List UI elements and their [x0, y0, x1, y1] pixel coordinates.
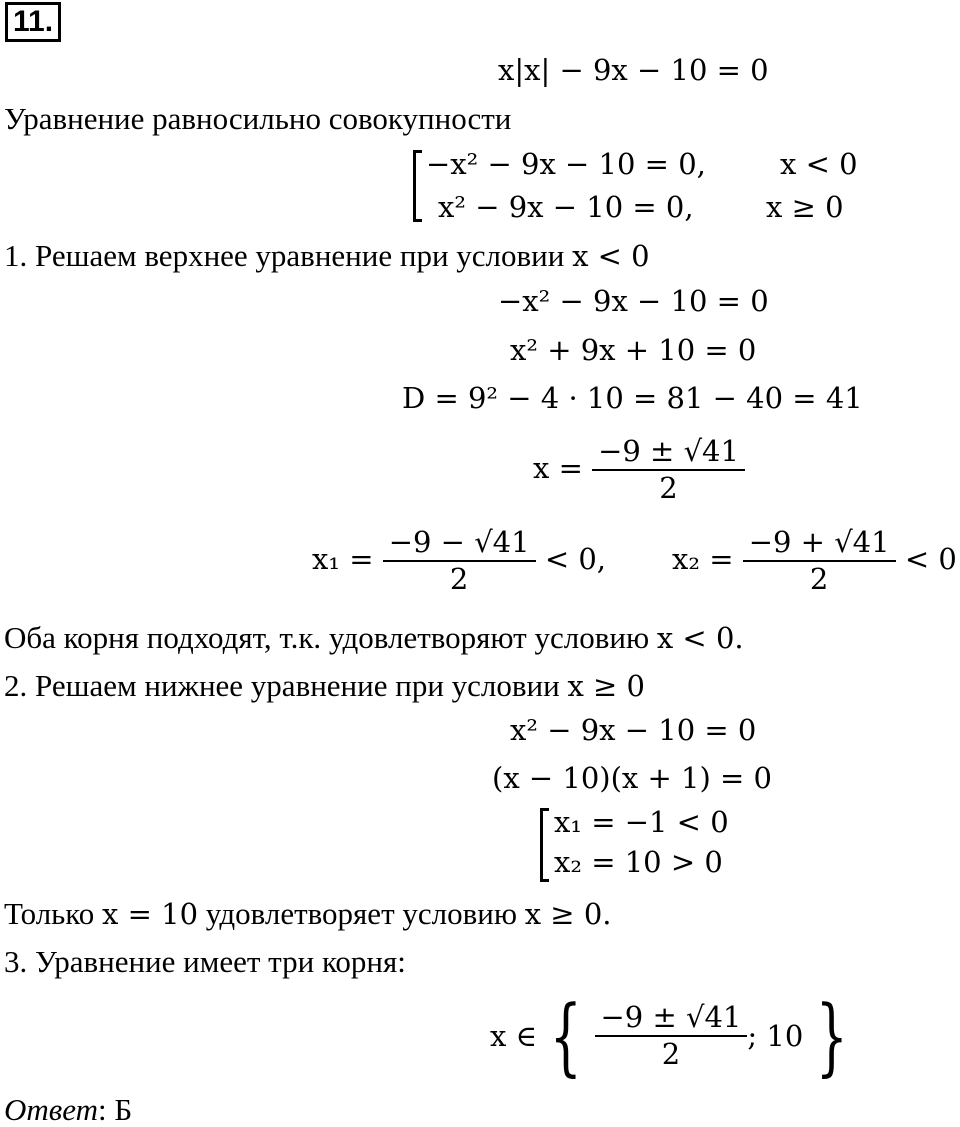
step2-line1: x² − 9x − 10 = 0 [510, 713, 757, 747]
x2-fraction [743, 525, 896, 596]
right-brace: } [815, 987, 849, 1085]
system-row1-condition: x < 0 [780, 147, 858, 181]
step1-title [4, 240, 650, 271]
step1-discriminant: D = 9² − 4 · 10 = 81 − 40 = 41 [402, 381, 863, 415]
x1-rhs: < 0, [544, 542, 606, 576]
intro-text: Уравнение равносильно совокупности [4, 101, 512, 136]
formula-lhs: x = [533, 451, 583, 485]
answer-label: Ответ [4, 1092, 98, 1127]
set-tail: ; 10 [747, 1018, 804, 1053]
x1-denominator: 2 [449, 562, 469, 596]
main-equation: x|x| − 9x − 10 = 0 [498, 53, 769, 87]
step2-conclusion-cond: x ≥ 0. [524, 897, 612, 931]
set-fraction [595, 1000, 748, 1071]
step1-conclusion [4, 622, 744, 653]
set-denominator: 2 [661, 1037, 681, 1071]
step2-line2: (x − 10)(x + 1) = 0 [492, 761, 772, 795]
system-row2-equation: x² − 9x − 10 = 0, [438, 190, 694, 224]
formula-numerator: −9 ± √41 [592, 437, 745, 471]
left-brace: { [549, 987, 582, 1085]
step1-conclusion-text: Оба корня подходят, т.к. удовлетворяют условию [4, 620, 657, 655]
answer-line [4, 1094, 132, 1125]
step2-root2: x₂ = 10 > 0 [554, 845, 723, 879]
step1-root-formula [533, 434, 745, 505]
step2-conclusion-b: удовлетворяет условию [198, 896, 525, 931]
x2-rhs: < 0 [904, 542, 957, 576]
x1-lhs: x₁ = [312, 542, 374, 576]
x2-denominator: 2 [809, 562, 829, 596]
step2-title-text: 2. Решаем нижнее уравнение при условии [4, 668, 568, 703]
step2-conclusion-eq: x = 10 [102, 897, 199, 931]
step1-line1: −x² − 9x − 10 = 0 [498, 284, 769, 318]
system-row1-equation: −x² − 9x − 10 = 0, [426, 147, 706, 181]
step2-title [4, 670, 645, 701]
set-lhs: x ∈ [490, 1018, 538, 1053]
system-row2-condition: x ≥ 0 [766, 190, 844, 224]
formula-fraction [592, 434, 745, 505]
step1-x1 [312, 525, 606, 596]
x1-numerator: −9 − √41 [383, 528, 536, 562]
step2-conclusion [4, 898, 612, 929]
step1-title-text: 1. Решаем верхнее уравнение при условии [4, 238, 573, 273]
step2-condition: x ≥ 0 [567, 669, 646, 703]
system-bracket [413, 150, 422, 222]
x1-fraction [383, 525, 536, 596]
set-numerator: −9 ± √41 [595, 1003, 748, 1037]
step1-x2 [672, 525, 957, 596]
x2-lhs: x₂ = [672, 542, 734, 576]
task-number: 11. [5, 2, 61, 42]
formula-denominator: 2 [659, 471, 678, 505]
step2-conclusion-a: Только [4, 896, 103, 931]
step1-condition: x < 0 [572, 239, 650, 273]
step1-conclusion-cond: x < 0. [656, 621, 744, 655]
step1-line2: x² + 9x + 10 = 0 [510, 333, 757, 367]
step2-root1: x₁ = −1 < 0 [554, 805, 729, 839]
roots-bracket [540, 808, 549, 882]
step3-title: 3. Уравнение имеет три корня: [4, 944, 406, 979]
answer-value: : Б [97, 1092, 133, 1127]
x2-numerator: −9 + √41 [743, 528, 896, 562]
final-answer-set [490, 987, 859, 1085]
